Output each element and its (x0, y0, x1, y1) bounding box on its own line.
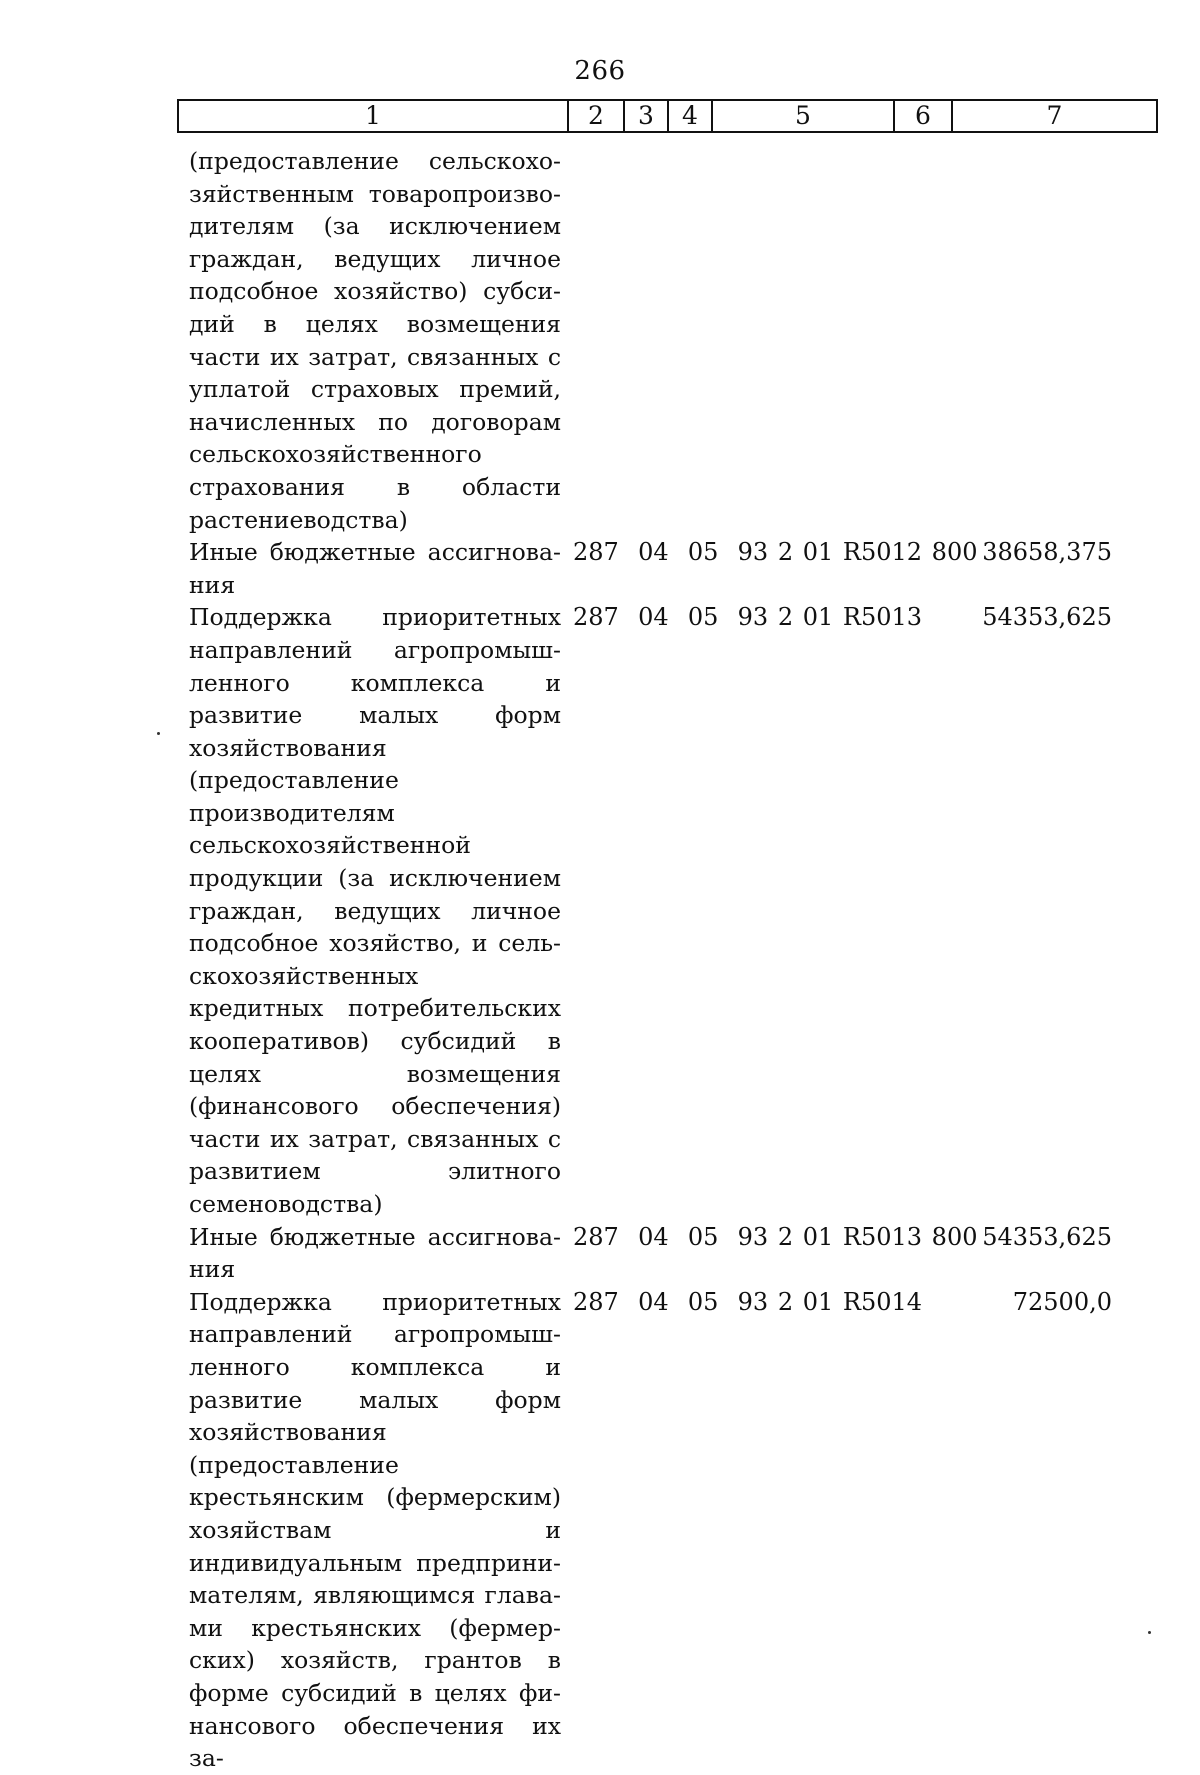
row-name: Иные бюджетные ассигнования (189, 538, 561, 599)
table-row (0, 145, 1200, 536)
header-cell-7: 7 (1046, 101, 1063, 130)
table-row (0, 536, 1200, 601)
row-codes: 287 04 05 93 2 01 R5014 (573, 1287, 923, 1316)
row-amount: 54353,625 (982, 1222, 1112, 1251)
table-row (0, 601, 1200, 1220)
header-cell-4: 4 (669, 101, 713, 131)
table-row (0, 1286, 1200, 1775)
header-cell-6: 6 (895, 101, 953, 131)
scan-speck (157, 732, 160, 735)
row-codes: 287 04 05 93 2 01 R5012 800 (573, 538, 978, 567)
header-cell-5: 5 (713, 101, 895, 131)
row-amount: 54353,625 (982, 603, 1112, 632)
row-codes: 287 04 05 93 2 01 R5013 800 (573, 1222, 978, 1251)
row-name: (предоставление сельскохозяйственным товаропроизводителям (за исключением граждан, ведущих личное подсобное хозяйство) субсидий в целях возмещения части их затрат, связанных с уплатой страховых премий, начисленных по договорам сельскохозяйственного страхования в области растениеводства) (189, 147, 561, 534)
row-name: Поддержка приоритетных направлений агропромышленного комплекса и развитие малых форм хозяйствования (предоставление производителям сельскохозяйственной продукции (за исключением граждан, ведущих личное подсобное хозяйство, и сельскохозяйственных кредитных потребительских кооперативов) субсидий в целях возмещения (финансового обеспечения) части их затрат, связанных с развитием элитного семеноводства) (189, 603, 561, 1218)
table-row (0, 1221, 1200, 1286)
row-amount: 72500,0 (1012, 1287, 1112, 1316)
row-name: Поддержка приоритетных направлений агропромышленного комплекса и развитие малых форм хозяйствования (предоставление крестьянским (фермерским) хозяйствам и индивидуальным предпринимателям, являющимся главами крестьянских (фермерских) хозяйств, грантов в форме субсидий в целях финансового обеспечения их за- (189, 1287, 561, 1773)
header-cell-3: 3 (625, 101, 669, 131)
header-cell-1: 1 (179, 101, 569, 131)
header-cell-2: 2 (569, 101, 625, 131)
row-codes: 287 04 05 93 2 01 R5013 (573, 603, 923, 632)
row-amount: 38658,375 (982, 538, 1112, 567)
scan-speck (1148, 1631, 1151, 1634)
table-body (0, 145, 1200, 1775)
page-number: 266 (574, 56, 626, 86)
table-header-row (177, 99, 1158, 133)
row-name: Иные бюджетные ассигнования (189, 1222, 561, 1284)
